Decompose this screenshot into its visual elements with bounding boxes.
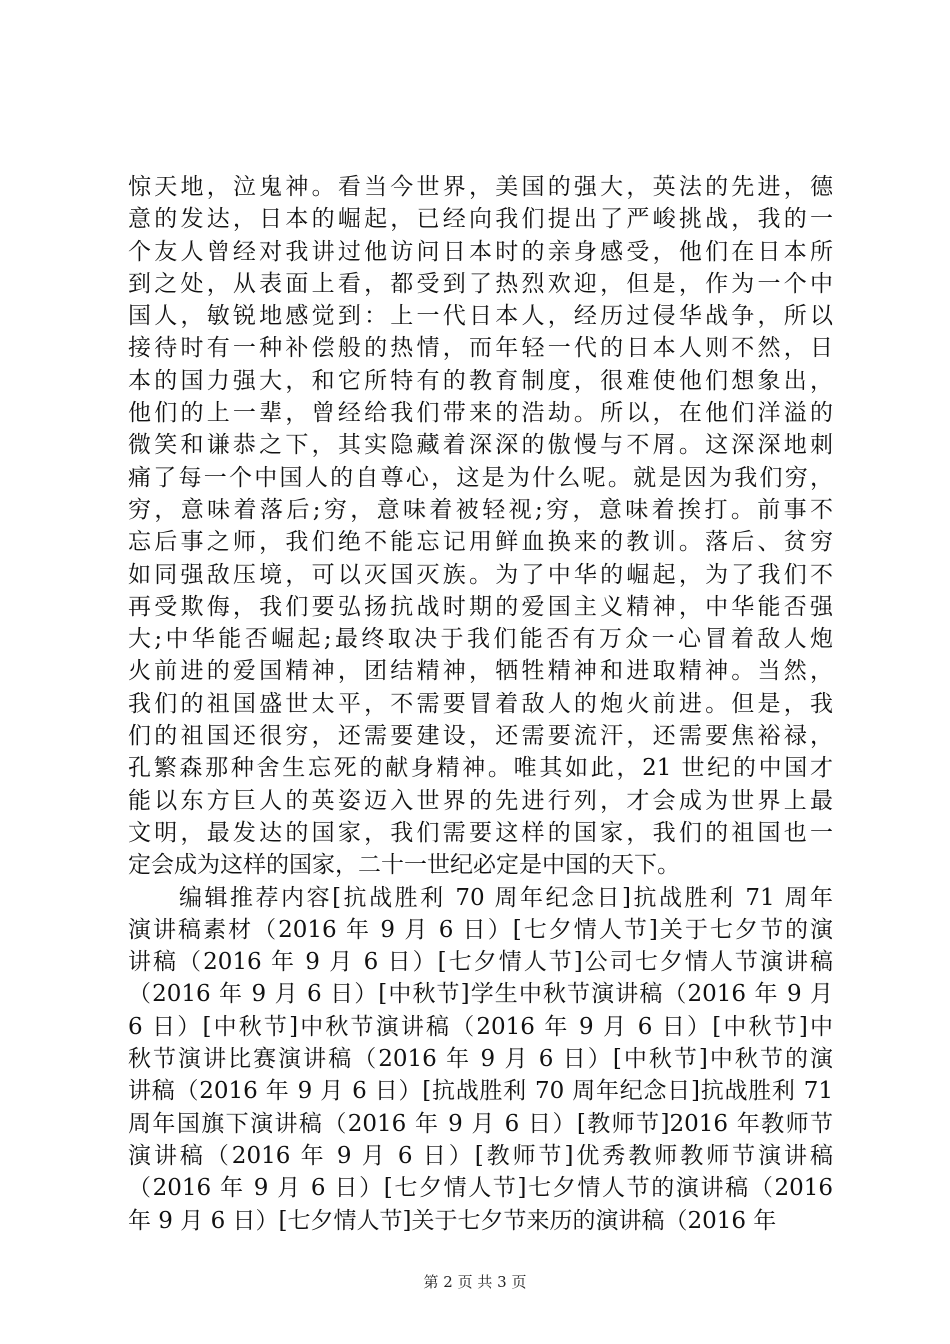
page-footer: 第 2 页 共 3 页 (423, 1273, 527, 1291)
text-line: 痛了每一个中国人的自尊心，这是为什么呢。就是因为我们穷， (128, 464, 833, 491)
text-line: 秋节演讲比赛演讲稿（2016 年 9 月 6 日）[中秋节]中秋节的演 (128, 1046, 833, 1073)
text-line: 微笑和谦恭之下，其实隐藏着深深的傲慢与不屑。这深深地刺 (128, 432, 833, 459)
text-line: 周年国旗下演讲稿（2016 年 9 月 6 日）[教师节]2016 年教师节 (128, 1110, 833, 1137)
body-text (128, 171, 833, 1237)
text-line: 编辑推荐内容[抗战胜利 70 周年纪念日]抗战胜利 71 周年 (128, 884, 833, 911)
text-line: 定会成为这样的国家，二十一世纪必定是中国的天下。 (128, 852, 680, 879)
text-line: 孔繁森那种舍生忘死的献身精神。唯其如此，21 世纪的中国才 (128, 755, 833, 782)
text-line: 如同强敌压境，可以灭国灭族。为了中华的崛起，为了我们不 (128, 561, 833, 588)
text-line: 忘后事之师，我们绝不能忘记用鲜血换来的教训。落后、贫穷 (128, 529, 833, 556)
text-line: （2016 年 9 月 6 日）[中秋节]学生中秋节演讲稿（2016 年 9 月 (128, 981, 833, 1008)
text-line: 我们的祖国盛世太平，不需要冒着敌人的炮火前进。但是，我 (128, 690, 833, 717)
text-line: 接待时有一种补偿般的热情，而年轻一代的日本人则不然，日 (128, 335, 833, 362)
text-line: 个友人曾经对我讲过他访问日本时的亲身感受，他们在日本所 (128, 238, 833, 265)
text-line: 演讲稿素材（2016 年 9 月 6 日）[七夕情人节]关于七夕节的演 (128, 916, 833, 943)
text-line: 讲稿（2016 年 9 月 6 日）[抗战胜利 70 周年纪念日]抗战胜利 71 (128, 1078, 833, 1105)
text-line: 再受欺侮，我们要弘扬抗战时期的爱国主义精神，中华能否强 (128, 593, 833, 620)
text-line: （2016 年 9 月 6 日）[七夕情人节]七夕情人节的演讲稿（2016 (128, 1175, 833, 1202)
text-line: 到之处，从表面上看，都受到了热烈欢迎，但是，作为一个中 (128, 270, 833, 297)
text-line: 大;中华能否崛起;最终取决于我们能否有万众一心冒着敌人炮 (128, 626, 833, 653)
text-line: 国人，敏锐地感觉到：上一代日本人，经历过侵华战争，所以 (128, 303, 833, 330)
text-line: 年 9 月 6 日）[七夕情人节]关于七夕节来历的演讲稿（2016 年 (128, 1207, 777, 1234)
text-line: 们的祖国还很穷，还需要建设，还需要流汗，还需要焦裕禄， (128, 723, 833, 750)
text-line: 他们的上一辈，曾经给我们带来的浩劫。所以，在他们洋溢的 (128, 400, 833, 427)
text-line: 文明，最发达的国家，我们需要这样的国家，我们的祖国也一 (128, 819, 833, 846)
text-line: 火前进的爱国精神，团结精神，牺牲精神和进取精神。当然， (128, 658, 833, 685)
text-line: 讲稿（2016 年 9 月 6 日）[七夕情人节]公司七夕情人节演讲稿 (128, 949, 833, 976)
text-line: 意的发达，日本的崛起，已经向我们提出了严峻挑战，我的一 (128, 206, 833, 233)
text-line: 6 日）[中秋节]中秋节演讲稿（2016 年 9 月 6 日）[中秋节]中 (128, 1013, 833, 1040)
text-line: 能以东方巨人的英姿迈入世界的先进行列，才会成为世界上最 (128, 787, 833, 814)
text-line: 惊天地，泣鬼神。看当今世界，美国的强大，英法的先进，德 (128, 174, 833, 200)
text-line: 演讲稿（2016 年 9 月 6 日）[教师节]优秀教师教师节演讲稿 (128, 1142, 833, 1169)
text-line: 本的国力强大，和它所特有的教育制度，很难使他们想象出， (128, 367, 833, 394)
text-line: 穷，意味着落后;穷，意味着被轻视;穷，意味着挨打。前事不 (128, 496, 833, 523)
